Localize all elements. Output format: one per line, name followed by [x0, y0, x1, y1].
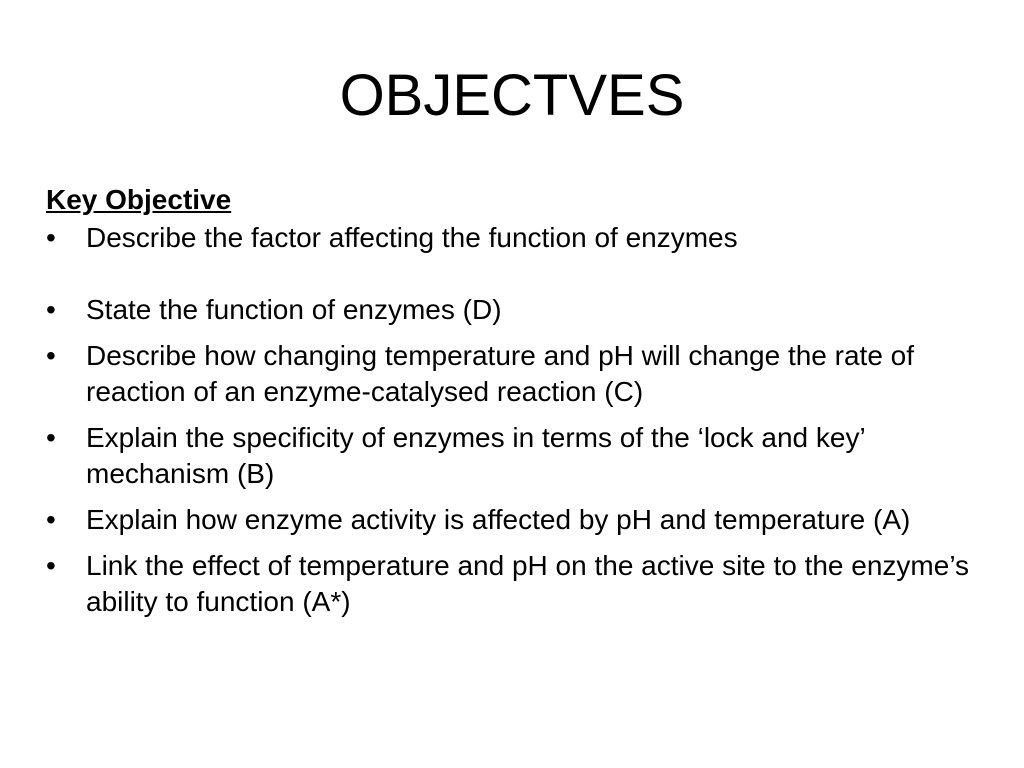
key-objective-heading: Key Objective [46, 184, 232, 215]
bullet-icon: • [46, 504, 56, 535]
objectives-list [46, 220, 986, 620]
bullet-icon: • [46, 422, 56, 453]
list-item [46, 420, 986, 492]
list-item-text: Link the effect of temperature and pH on the active site to the enzyme’s ability to function (A*) [86, 550, 970, 617]
bullet-icon: • [46, 340, 56, 371]
list-item [46, 338, 986, 410]
bullet-icon: • [46, 222, 56, 253]
list-item-text: Explain how enzyme activity is affected by pH and temperature (A) [86, 504, 911, 535]
list-item [46, 292, 986, 328]
list-item-text: Describe how changing temperature and pH will change the rate of reaction of an enzyme-catalysed reaction (C) [86, 340, 915, 407]
list-item-text: Explain the specificity of enzymes in terms of the ‘lock and key’ mechanism (B) [86, 422, 865, 489]
list-item [46, 220, 986, 256]
list-item [46, 548, 986, 620]
list-item-text: Describe the factor affecting the function of enzymes [86, 222, 738, 253]
list-item-text: State the function of enzymes (D) [86, 294, 502, 325]
slide-title: OBJECTVES [339, 63, 685, 128]
bullet-icon: • [46, 550, 56, 581]
bullet-icon: • [46, 294, 56, 325]
list-item [46, 502, 986, 538]
slide-body [46, 182, 986, 630]
